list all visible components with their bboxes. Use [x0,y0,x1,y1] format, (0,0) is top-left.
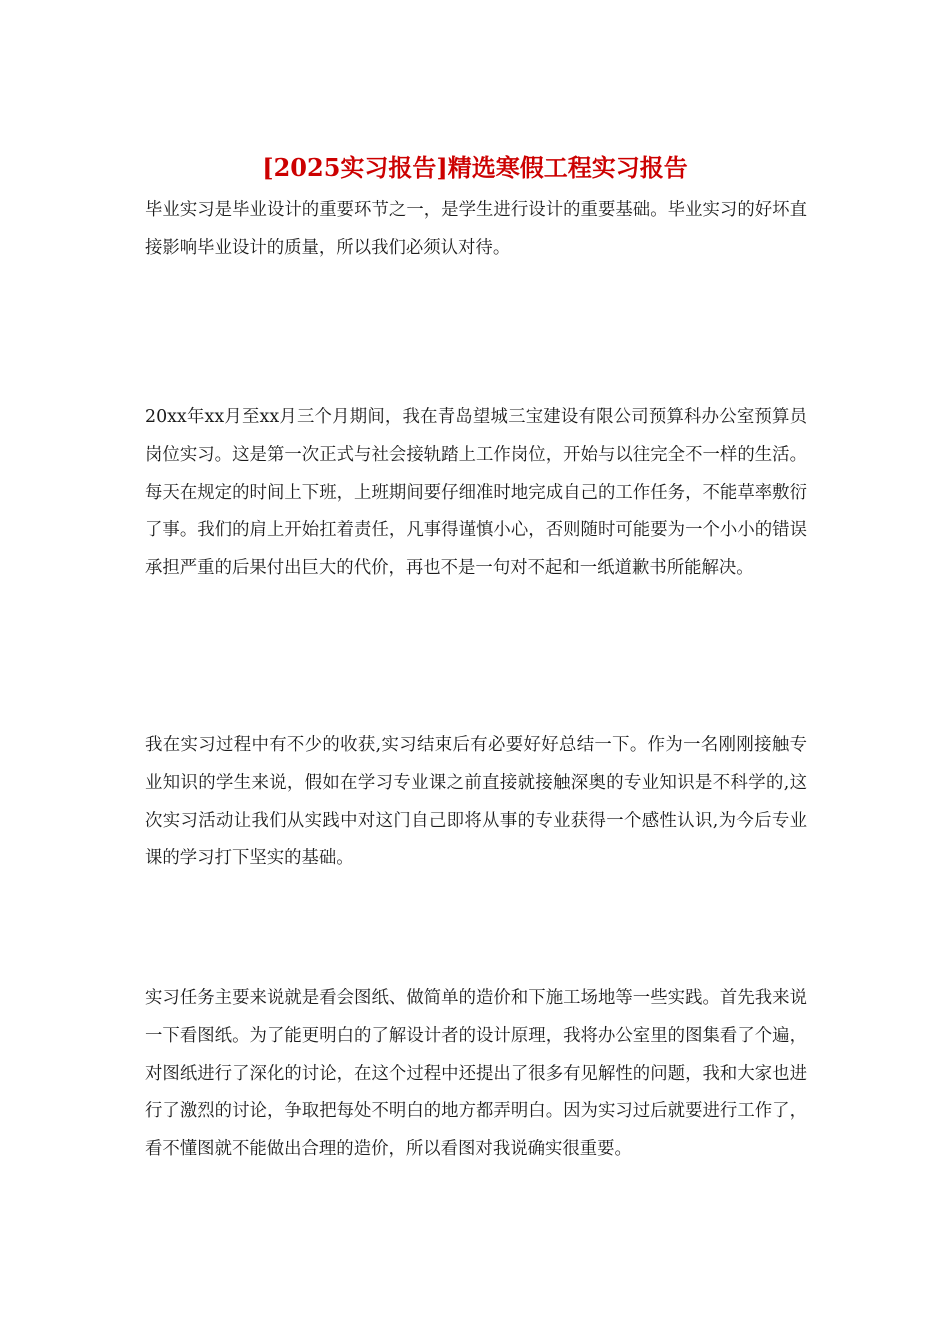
document-title: [2025实习报告]精选寒假工程实习报告 [262,153,688,182]
paragraph-intro: 毕业实习是毕业设计的重要环节之一，是学生进行设计的重要基础。毕业实习的好坏直接影响毕业设计的质量，所以我们必须认对待。 [145,200,807,258]
paragraph-tasks: 实习任务主要来说就是看会图纸、做简单的造价和下施工场地等一些实践。首先我来说一下看图纸。为了能更明白的了解设计者的设计原理，我将办公室里的图集看了个遍，对图纸进行了深化的讨论，在这个过程中还提出了很多有见解性的问题，我和大家也进行了激烈的讨论，争取把每处不明白的地方都弄明白。因为实习过后就要进行工作了，看不懂图就不能做出合理的造价，所以看图对我说确实很重要。 [145,988,807,1160]
paragraph-gains: 我在实习过程中有不少的收获,实习结束后有必要好好总结一下。作为一名刚刚接触专业知识的学生来说，假如在学习专业课之前直接就接触深奥的专业知识是不科学的,这次实习活动让我们从实践中对这门自己即将从事的专业获得一个感性认识,为今后专业课的学习打下坚实的基础。 [145,735,807,869]
paragraph-internship-period: 20xx年xx月至xx月三个月期间，我在青岛望城三宝建设有限公司预算科办公室预算员岗位实习。这是第一次正式与社会接轨踏上工作岗位，开始与以往完全不一样的生活。每天在规定的时间上下班，上班期间要仔细准时地完成自己的工作任务，不能草率敷衍了事。我们的肩上开始扛着责任，凡事得谨慎小心，否则随时可能要为一个小小的错误承担严重的后果付出巨大的代价，再也不是一句对不起和一纸道歉书所能解决。 [145,407,807,579]
